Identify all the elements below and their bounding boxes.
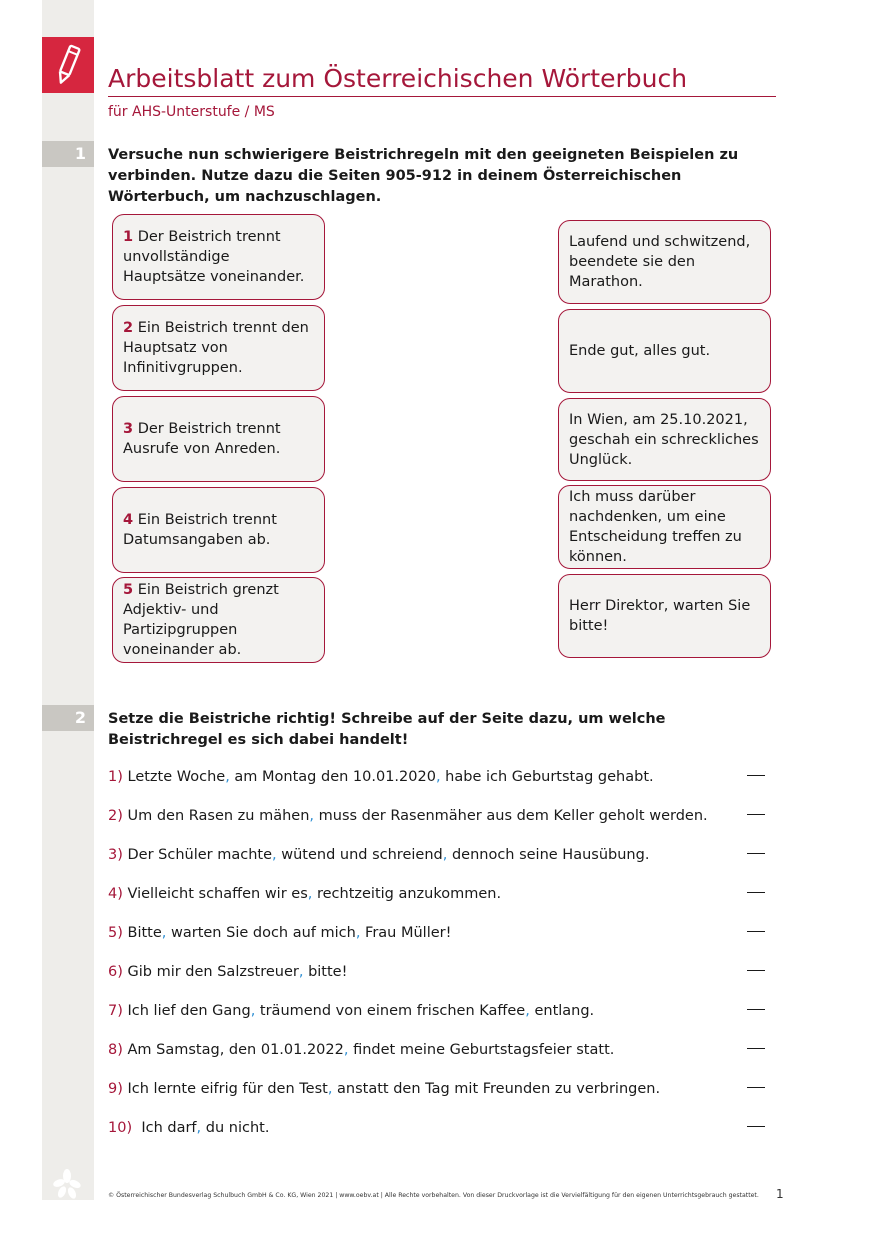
rule-text: Ein Beistrich grenzt Adjektiv- und Partizipgruppen voneinander ab.: [123, 582, 279, 658]
example-text: Ende gut, alles gut.: [569, 343, 711, 359]
sentence-number: 2): [108, 808, 123, 824]
sentence-part: Vielleicht schaffen wir es: [127, 886, 308, 902]
sentence-3: 3) Der Schüler machte, wütend und schreiend, dennoch seine Hausübung.: [108, 847, 650, 863]
example-box-3[interactable]: [558, 398, 771, 481]
sentence-5: 5) Bitte, warten Sie doch auf mich, Frau Müller!: [108, 925, 452, 941]
answer-blank-8[interactable]: [747, 1048, 765, 1049]
sentence-part: Ich darf: [141, 1120, 197, 1136]
sentence-number: 9): [108, 1081, 123, 1097]
task-2-number: 2: [42, 705, 94, 731]
sentence-part: entlang.: [534, 1003, 595, 1019]
sentence-part: rechtzeitig anzukommen.: [316, 886, 502, 902]
sentence-8: 8) Am Samstag, den 01.01.2022, findet meine Geburtstagsfeier statt.: [108, 1042, 615, 1058]
rule-number: 5: [123, 582, 134, 598]
sentence-number: 7): [108, 1003, 123, 1019]
sentence-part: habe ich Geburtstag gehabt.: [445, 769, 654, 785]
sentence-part: Ich lernte eifrig für den Test: [127, 1081, 328, 1097]
oebv-star-icon: [50, 1166, 84, 1204]
rule-box-3[interactable]: [112, 396, 325, 482]
sentence-part: bitte!: [308, 964, 348, 980]
rule-box-4[interactable]: [112, 487, 325, 573]
page-number: 1: [776, 1187, 784, 1201]
rule-number: 1: [123, 229, 134, 245]
sentence-number: 6): [108, 964, 123, 980]
sentence-part: Ich lief den Gang: [127, 1003, 251, 1019]
answer-blank-2[interactable]: [747, 814, 765, 815]
sentence-9: 9) Ich lernte eifrig für den Test, anstatt den Tag mit Freunden zu verbringen.: [108, 1081, 661, 1097]
sentence-part: muss der Rasenmäher aus dem Keller geholt werden.: [318, 808, 708, 824]
sentence-part: Gib mir den Salzstreuer: [127, 964, 299, 980]
sentence-part: Um den Rasen zu mähen: [127, 808, 310, 824]
rule-number: 4: [123, 512, 134, 528]
sentence-part: wütend und schreiend: [281, 847, 443, 863]
example-text: In Wien, am 25.10.2021, geschah ein schreckliches Unglück.: [569, 411, 759, 468]
sentence-2: 2) Um den Rasen zu mähen, muss der Rasenmäher aus dem Keller geholt werden.: [108, 808, 708, 824]
sentence-part: Am Samstag, den 01.01.2022: [127, 1042, 344, 1058]
page-subtitle: für AHS-Unterstufe / MS: [108, 104, 275, 120]
rule-text: Der Beistrich trennt Ausrufe von Anreden.: [123, 421, 281, 457]
answer-blank-6[interactable]: [747, 970, 765, 971]
answer-blank-1[interactable]: [747, 775, 765, 776]
example-text: Laufend und schwitzend, beendete sie den Marathon.: [569, 234, 751, 290]
rule-text: Ein Beistrich trennt den Hauptsatz von Infinitivgruppen.: [123, 320, 309, 376]
sentence-part: du nicht.: [205, 1120, 270, 1136]
rule-box-5[interactable]: [112, 577, 325, 663]
sentence-part: Letzte Woche: [127, 769, 226, 785]
example-box-2[interactable]: [558, 309, 771, 393]
sentence-part: am Montag den 10.01.2020: [234, 769, 436, 785]
sentence-part: anstatt den Tag mit Freunden zu verbringen.: [337, 1081, 661, 1097]
answer-blank-10[interactable]: [747, 1126, 765, 1127]
answer-blank-4[interactable]: [747, 892, 765, 893]
header-icon-box: [42, 37, 94, 93]
example-box-5[interactable]: [558, 574, 771, 658]
task-2-instruction: Setze die Beistriche richtig! Schreibe auf der Seite dazu, um welche Beistrichregel es sich dabei handelt!: [108, 711, 666, 748]
sentence-part: Der Schüler machte: [127, 847, 273, 863]
task-1-number: 1: [42, 141, 94, 167]
example-box-1[interactable]: [558, 220, 771, 304]
sentence-number: 8): [108, 1042, 123, 1058]
answer-blank-3[interactable]: [747, 853, 765, 854]
sentence-number: 3): [108, 847, 123, 863]
sentence-number: 1): [108, 769, 123, 785]
sentence-7: 7) Ich lief den Gang, träumend von einem frischen Kaffee, entlang.: [108, 1003, 595, 1019]
example-text: Ich muss darüber nachdenken, um eine Entscheidung treffen zu können.: [569, 489, 742, 565]
sentence-number: 10): [108, 1120, 133, 1136]
rule-text: Der Beistrich trennt unvollständige Hauptsätze voneinander.: [123, 229, 305, 285]
example-box-4[interactable]: [558, 485, 771, 569]
page-title: Arbeitsblatt zum Österreichischen Wörterbuch: [108, 64, 776, 97]
task-1-instruction: Versuche nun schwierigere Beistrichregeln mit den geeigneten Beispielen zu verbinden. Nutze dazu die Seiten 905-912 in deinem Österreichischen Wörterbuch, um nachzuschlagen.: [108, 147, 739, 205]
rule-box-2[interactable]: [112, 305, 325, 391]
answer-blank-7[interactable]: [747, 1009, 765, 1010]
answer-blank-5[interactable]: [747, 931, 765, 932]
sentence-part: Bitte: [127, 925, 162, 941]
copyright-footer: © Österreichischer Bundesverlag Schulbuch GmbH & Co. KG, Wien 2021 | www.oebv.at | Alle Rechte vorbehalten. Von dieser Druckvorlage ist die Vervielfältigung für den eigenen Unterrichtsgebrauch gestattet.: [108, 1192, 759, 1199]
sentence-part: warten Sie doch auf mich: [171, 925, 356, 941]
sentence-number: 5): [108, 925, 123, 941]
sentence-10: 10) Ich darf, du nicht.: [108, 1120, 270, 1136]
rule-number: 3: [123, 421, 134, 437]
rule-box-1[interactable]: [112, 214, 325, 300]
sentence-part: träumend von einem frischen Kaffee: [259, 1003, 526, 1019]
pencil-icon: [52, 43, 84, 87]
sentence-part: Frau Müller!: [365, 925, 452, 941]
sentence-part: dennoch seine Hausübung.: [451, 847, 650, 863]
sentence-6: 6) Gib mir den Salzstreuer, bitte!: [108, 964, 348, 980]
rule-text: Ein Beistrich trennt Datumsangaben ab.: [123, 512, 277, 548]
sentence-1: 1) Letzte Woche, am Montag den 10.01.2020, habe ich Geburtstag gehabt.: [108, 769, 654, 785]
sidebar-strip: [42, 0, 94, 1200]
rule-number: 2: [123, 320, 134, 336]
answer-blank-9[interactable]: [747, 1087, 765, 1088]
sentence-4: 4) Vielleicht schaffen wir es, rechtzeitig anzukommen.: [108, 886, 502, 902]
sentence-number: 4): [108, 886, 123, 902]
example-text: Herr Direktor, warten Sie bitte!: [569, 598, 751, 634]
sentence-part: findet meine Geburtstagsfeier statt.: [353, 1042, 615, 1058]
